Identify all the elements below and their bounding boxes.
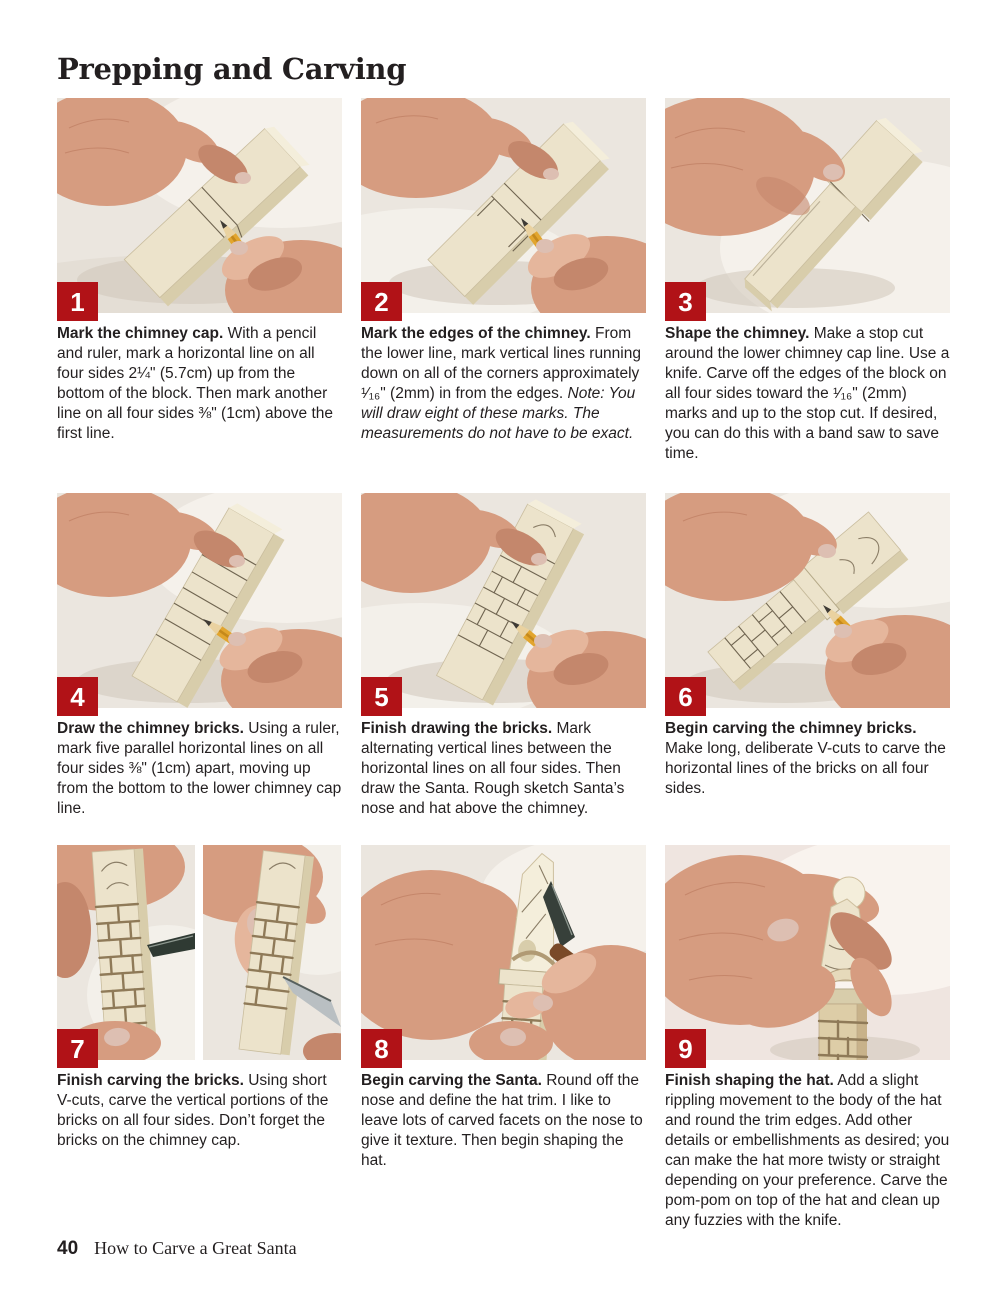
- page-number: 40: [57, 1238, 79, 1259]
- step-2-photo: [361, 98, 646, 317]
- steps-row-2: [57, 493, 950, 833]
- step-1-photo-image: [57, 98, 342, 317]
- step-8-caption: [361, 1071, 646, 1171]
- step-6-photo-image: [665, 493, 950, 712]
- caption-text: Add a slight rippling movement to the body of the hat and round the trim edges. Add other details or embellishments as desired; you can make the hat more twisty or straight depending on your preference. Carve the pom-pom on top of the hat and clean up any fuzzies with the knife.: [665, 1072, 950, 1229]
- step-6: [665, 493, 950, 833]
- step-7-photo-right: [203, 845, 341, 1060]
- step-1: [57, 98, 342, 481]
- step-number-badge: [665, 1029, 706, 1068]
- step-9-photo-image: [665, 845, 950, 1064]
- step-number: 9: [678, 1033, 693, 1064]
- step-7-photo-right-image: [203, 845, 341, 1060]
- step-number: 3: [678, 286, 693, 317]
- step-8-photo: [361, 845, 646, 1064]
- step-7-photo-left-image: [57, 845, 195, 1064]
- step-3-caption: [665, 324, 950, 464]
- step-number-badge: [57, 677, 98, 716]
- step-2-caption: [361, 324, 646, 444]
- caption-text: From the lower line, mark vertical lines running down on all of the corners approximately ¹⁄₁₆" (2mm) in from the edges.: [361, 325, 641, 402]
- step-3: [665, 98, 950, 481]
- steps-row-1: [57, 98, 950, 481]
- page-title: Prepping and Carving: [57, 52, 407, 86]
- step-number: 6: [678, 681, 693, 712]
- step-4-photo-image: [57, 493, 342, 712]
- step-6-photo: [665, 493, 950, 712]
- caption-text: With a pencil and ruler, mark a horizontal line on all four sides 2¼" (5.7cm) up from the bottom of the block. Then mark another line on all four sides ⅜" (1cm) above the first line.: [57, 325, 334, 442]
- step-9-photo: [665, 845, 950, 1064]
- step-2: [361, 98, 646, 481]
- step-number: 1: [70, 286, 85, 317]
- step-1-photo: [57, 98, 342, 317]
- caption-text: Round off the nose and define the hat trim. I like to leave lots of carved facets on the nose to give it texture. Then begin shaping the hat.: [361, 1072, 643, 1169]
- step-number: 2: [374, 286, 389, 317]
- step-5: [361, 493, 646, 833]
- step-7-photo-left: [57, 845, 195, 1064]
- step-4-caption: [57, 719, 342, 819]
- caption-note: Note: You will draw eight of these marks. The measurements do not have to be exact.: [361, 385, 636, 442]
- step-number: 7: [70, 1033, 85, 1064]
- step-1-caption: [57, 324, 342, 444]
- caption-text: Using a ruler, mark five parallel horizontal lines on all four sides ⅜" (1cm) apart, moving up from the bottom to the lower chimney cap line.: [57, 720, 342, 817]
- caption-text: Using short V-cuts, carve the vertical portions of the bricks on all four sides. Don’t forget the bricks on the chimney cap.: [57, 1072, 329, 1149]
- page-footer: [57, 1238, 297, 1260]
- step-7-photos: [57, 845, 342, 1064]
- step-number-badge: [665, 282, 706, 321]
- steps-row-3: [57, 845, 950, 1231]
- step-9: [665, 845, 950, 1231]
- step-4: [57, 493, 342, 833]
- caption-lead: Begin carving the Santa.: [361, 1072, 542, 1089]
- step-5-photo-image: [361, 493, 646, 712]
- book-title: How to Carve a Great Santa: [94, 1238, 297, 1258]
- step-number: 8: [374, 1033, 389, 1064]
- caption-text: Mark alternating vertical lines between the horizontal lines on all four sides. Then draw the Santa. Rough sketch Santa’s nose and hat above the chimney.: [361, 720, 625, 817]
- step-5-photo: [361, 493, 646, 712]
- step-3-photo: [665, 98, 950, 317]
- step-number: 5: [374, 681, 389, 712]
- step-9-caption: [665, 1071, 950, 1231]
- step-8-photo-image: [361, 845, 646, 1064]
- caption-lead: Finish shaping the hat.: [665, 1072, 834, 1089]
- step-8: [361, 845, 646, 1231]
- caption-lead: Mark the chimney cap.: [57, 325, 224, 342]
- step-7: [57, 845, 342, 1231]
- step-number-badge: [665, 677, 706, 716]
- caption-lead: Draw the chimney bricks.: [57, 720, 244, 737]
- caption-lead: Begin carving the chimney bricks.: [665, 720, 917, 737]
- caption-text: Make long, deliberate V-cuts to carve the horizontal lines of the bricks on all four sides.: [665, 740, 946, 797]
- step-number: 4: [70, 681, 85, 712]
- caption-lead: Mark the edges of the chimney.: [361, 325, 591, 342]
- step-2-photo-image: [361, 98, 646, 317]
- step-7-caption: [57, 1071, 342, 1151]
- step-6-caption: [665, 719, 950, 799]
- step-5-caption: [361, 719, 646, 819]
- step-number-badge: [361, 677, 402, 716]
- caption-text: Make a stop cut around the lower chimney cap line. Use a knife. Carve off the edges of the block on all four sides toward the ¹⁄₁₆" (2mm) marks and up to the stop cut. If desired, you can do this with a band saw to save time.: [665, 325, 950, 462]
- caption-lead: Finish carving the bricks.: [57, 1072, 244, 1089]
- caption-lead: Shape the chimney.: [665, 325, 810, 342]
- step-number-badge: [361, 1029, 402, 1068]
- caption-lead: Finish drawing the bricks.: [361, 720, 553, 737]
- step-number-badge: [57, 1029, 98, 1068]
- step-4-photo: [57, 493, 342, 712]
- step-number-badge: [361, 282, 402, 321]
- step-number-badge: [57, 282, 98, 321]
- step-3-photo-image: [665, 98, 950, 317]
